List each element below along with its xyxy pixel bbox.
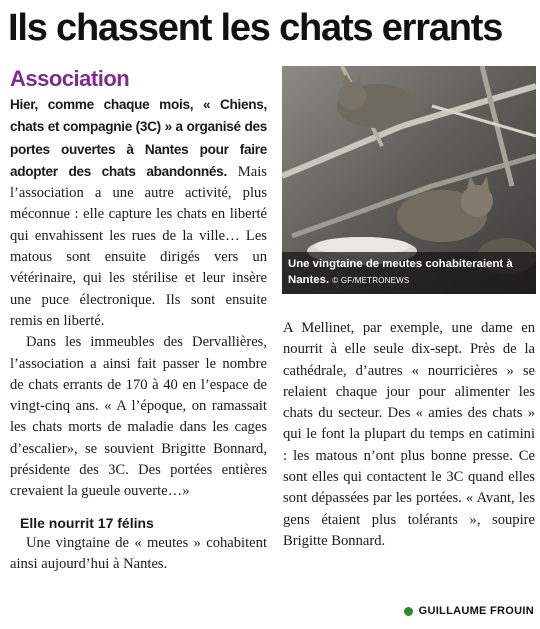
- article-right-column: [283, 318, 535, 552]
- photo-caption: [282, 252, 536, 294]
- caption-text: Une vingtaine de meutes cohabiteraient à Nantes.: [288, 258, 513, 286]
- paragraph-1: [10, 94, 267, 332]
- subhead: Elle nourrit 17 félins: [20, 514, 154, 531]
- lede: Hier, comme chaque mois, « Chiens, chats et compagnie (3C) » a organisé des portes ouvertes à Nantes pour faire adopter des chats abandonnés.: [10, 97, 267, 179]
- paragraph-1-body: Mais l’association a une autre activité, plus méconnue : elle capture les chats en liberté qui envahissent les rues de la ville… Les matous sont ensuite dirigés vers un vétérinaire, qui les stérilise et leur insère une puce électronique. Ils sont ensuite remis en liberté.: [10, 163, 267, 329]
- paragraph-right: A Mellinet, par exemple, une dame en nourrit à elle seule dix-sept. Près de la cathédrale, d’autres « nourricières » se relaient chaque jour pour alimenter les chats du secteur. Des « amies des chats » qui le font la plupart du temps en catimini : les matous n’ont plus bonne presse. Ce sont elles qui contactent le 3C quand elles sont dépassées par les portées. « Avant, les gens étaient plus tolérants », soupire Brigitte Bonnard.: [283, 320, 535, 549]
- headline: Ils chassent les chats errants: [8, 7, 503, 49]
- paragraph-3: Une vingtaine de « meutes » cohabitent ainsi aujourd’hui à Nantes.: [10, 534, 267, 572]
- article-photo: [282, 66, 536, 294]
- byline: [404, 605, 534, 617]
- paragraph-2: Dans les immeubles des Dervallières, l’association a ainsi fait passer le nombre de chats errants de 170 à 40 en l’espace de vingt-cinq ans. « A l’époque, on ramassait les chats morts de maladie dans les cages d’escalier», se souvient Brigitte Bonnard, présidente des 3C. Des portées entières crevaient la gueule ouverte…»: [10, 334, 267, 500]
- photo-credit: © GF/METRONEWS: [332, 276, 410, 285]
- section-label: Association: [10, 66, 130, 91]
- author-name: GUILLAUME FROUIN: [418, 605, 534, 617]
- article-left-column: [10, 94, 267, 575]
- bullet-dot-icon: [404, 607, 413, 616]
